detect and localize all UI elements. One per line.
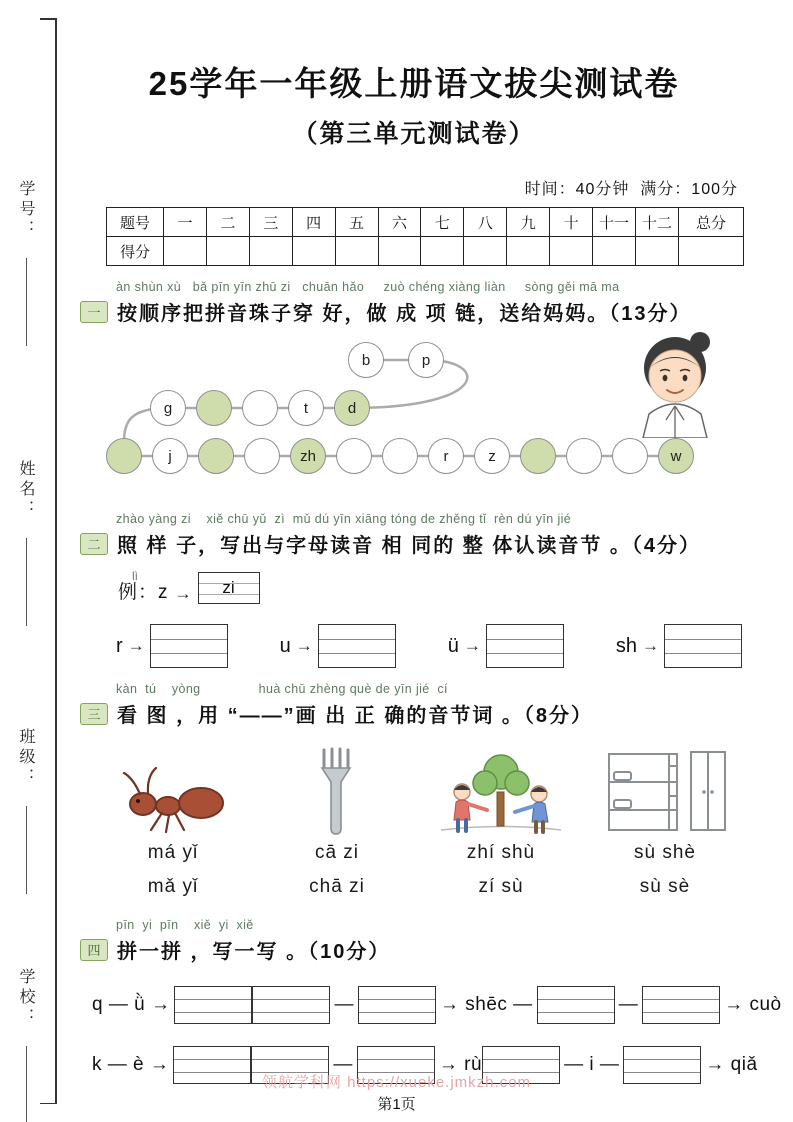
ant-image bbox=[94, 738, 252, 836]
example-answer: zi bbox=[222, 578, 235, 598]
bead-empty[interactable] bbox=[336, 438, 372, 474]
word-choice[interactable]: chā zi bbox=[309, 876, 365, 898]
student-id-blank-line[interactable] bbox=[26, 258, 27, 346]
q2-number-badge: 二 bbox=[80, 533, 108, 555]
class-label: 班级： bbox=[17, 728, 34, 788]
q2-pinyin: zhào yàng zi xiě chū yǔ zì mǔ dú yīn xiāng tóng de zhěng tǐ rèn dú yīn jié bbox=[116, 512, 572, 526]
q4-given: c — bbox=[497, 994, 533, 1016]
mother-illustration bbox=[622, 328, 728, 438]
example-answer-box bbox=[198, 572, 260, 604]
header-cell: 十一 bbox=[593, 208, 636, 237]
q2-example bbox=[118, 570, 748, 604]
pinyin-writing-grid[interactable] bbox=[318, 624, 396, 668]
bead-b: b bbox=[348, 342, 384, 378]
pinyin-writing-grid[interactable] bbox=[252, 986, 330, 1024]
question-3 bbox=[80, 682, 748, 904]
header-cell: 九 bbox=[507, 208, 550, 237]
arrow-icon: → bbox=[127, 636, 145, 656]
bead-z: z bbox=[474, 438, 510, 474]
header-cell: 三 bbox=[249, 208, 292, 237]
q2-item-sh bbox=[616, 624, 742, 668]
arrow-icon: → bbox=[174, 584, 192, 604]
bead-empty[interactable] bbox=[382, 438, 418, 474]
q4-separator: — bbox=[334, 994, 354, 1016]
q1-text: 按顺序把拼音珠子穿 好，做 成 项 链，送给妈妈。（13分） bbox=[117, 303, 692, 325]
score-input-cell[interactable] bbox=[421, 237, 464, 266]
bead-w: w bbox=[658, 438, 694, 474]
header-cell: 一 bbox=[164, 208, 207, 237]
score-table bbox=[106, 207, 744, 266]
q4-result: → rù bbox=[438, 1054, 483, 1076]
header-cell: 六 bbox=[378, 208, 421, 237]
example-pinyin: lì bbox=[132, 569, 138, 583]
q3-item-fork bbox=[258, 738, 416, 904]
bead-t: t bbox=[288, 390, 324, 426]
bead-empty[interactable] bbox=[244, 438, 280, 474]
student-name-blank-line[interactable] bbox=[26, 538, 27, 626]
q1-number-badge: 一 bbox=[80, 301, 108, 323]
word-choice[interactable]: sù sè bbox=[639, 876, 691, 898]
student-name-label: 姓名： bbox=[17, 460, 34, 520]
header-cell: 四 bbox=[292, 208, 335, 237]
word-choice[interactable]: zí sù bbox=[478, 876, 524, 898]
q4-text: 拼一拼 ，写一写 。（10分） bbox=[117, 941, 391, 964]
class-blank-line[interactable] bbox=[26, 806, 27, 894]
q3-items bbox=[94, 738, 744, 904]
bead-empty[interactable] bbox=[198, 438, 234, 474]
arrow-icon: → bbox=[463, 636, 481, 656]
question-1 bbox=[80, 280, 748, 498]
q2-item-v bbox=[448, 624, 564, 668]
pinyin-writing-grid[interactable] bbox=[642, 986, 720, 1024]
fork-image bbox=[258, 738, 416, 836]
bead-empty[interactable] bbox=[106, 438, 142, 474]
q2-item-label: ü bbox=[447, 634, 459, 657]
q3-item-tree-planting bbox=[422, 738, 580, 904]
question-4 bbox=[80, 918, 782, 1084]
score-input-cell[interactable] bbox=[206, 237, 249, 266]
q4-blend-item bbox=[92, 986, 252, 1024]
bead-j: j bbox=[152, 438, 188, 474]
score-table-header-row bbox=[107, 208, 744, 237]
page-number: 第1页 bbox=[377, 1096, 416, 1113]
arrow-icon: → bbox=[642, 636, 659, 656]
header-cell: 七 bbox=[421, 208, 464, 237]
score-row-label: 得分 bbox=[107, 237, 164, 266]
score-table-score-row bbox=[107, 237, 744, 266]
pinyin-writing-grid[interactable] bbox=[664, 624, 742, 668]
pinyin-bead-necklace bbox=[98, 334, 748, 498]
bead-empty[interactable] bbox=[520, 438, 556, 474]
q4-separator: — bbox=[333, 1054, 353, 1076]
score-input-cell[interactable] bbox=[378, 237, 421, 266]
pinyin-writing-grid[interactable] bbox=[486, 624, 564, 668]
page-subtitle: （第三单元测试卷） bbox=[292, 120, 536, 148]
bead-d: d bbox=[334, 390, 370, 426]
q2-item-r bbox=[116, 624, 228, 668]
word-choice[interactable]: sù shè bbox=[634, 842, 696, 864]
left-margin-line bbox=[55, 18, 57, 1104]
q4-result: → qiǎ bbox=[705, 1054, 758, 1076]
header-cell: 十二 bbox=[635, 208, 678, 237]
score-input-cell-total[interactable] bbox=[679, 237, 744, 266]
word-choice[interactable]: mǎ yǐ bbox=[147, 876, 199, 898]
header-cell: 二 bbox=[206, 208, 249, 237]
bead-empty[interactable] bbox=[242, 390, 278, 426]
score-input-cell[interactable] bbox=[593, 237, 636, 266]
q2-item-label: u bbox=[279, 634, 291, 657]
q4-given: q — ǜ → bbox=[92, 994, 171, 1016]
q2-text: 照 样 子，写出与字母读音 相 同的 整 体认读音节 。（4分） bbox=[117, 535, 702, 557]
bead-empty[interactable] bbox=[566, 438, 602, 474]
q4-result: → cuò bbox=[724, 994, 782, 1016]
q4-blend-item bbox=[252, 986, 497, 1024]
header-cell-total: 总分 bbox=[679, 208, 744, 237]
question-2 bbox=[80, 512, 748, 668]
bead-p: p bbox=[408, 342, 444, 378]
dormitory-image bbox=[586, 738, 744, 836]
word-choice[interactable]: zhí shù bbox=[466, 842, 536, 864]
tree-planting-image bbox=[422, 738, 580, 836]
score-input-cell[interactable] bbox=[550, 237, 593, 266]
q4-row-1 bbox=[92, 986, 782, 1024]
watermark: 领航学科网 https://xueke.jmkzh.com bbox=[261, 1074, 532, 1091]
school-label: 学校： bbox=[17, 968, 34, 1028]
pinyin-writing-grid[interactable] bbox=[537, 986, 615, 1024]
q4-result: → shē bbox=[439, 994, 498, 1016]
q4-separator: — bbox=[618, 994, 639, 1016]
header-cell: 八 bbox=[464, 208, 507, 237]
header-cell: 题号 bbox=[107, 208, 164, 237]
q2-item-label: r bbox=[116, 634, 123, 657]
q3-pinyin: kàn tú yòng huà chū zhèng què de yīn jié cí bbox=[116, 682, 448, 697]
score-input-cell[interactable] bbox=[164, 237, 207, 266]
bead-r: r bbox=[428, 438, 464, 474]
page-title: 25学年一年级上册语文拔尖测试卷 bbox=[148, 65, 680, 102]
bead-empty[interactable] bbox=[196, 390, 232, 426]
q4-separator: — i — bbox=[564, 1054, 620, 1076]
pinyin-writing-grid[interactable] bbox=[174, 986, 252, 1024]
q2-item-label: sh bbox=[615, 634, 637, 657]
q3-item-dormitory bbox=[586, 738, 744, 904]
score-input-cell[interactable] bbox=[292, 237, 335, 266]
bead-zh: zh bbox=[290, 438, 326, 474]
header-cell: 十 bbox=[550, 208, 593, 237]
bead-g: g bbox=[150, 390, 186, 426]
score-input-cell[interactable] bbox=[635, 237, 678, 266]
q4-given: k — è → bbox=[92, 1054, 170, 1076]
time-score-info: 时间：40分钟 满分：100分 bbox=[524, 181, 738, 198]
q3-item-ant bbox=[94, 738, 252, 904]
q4-blend-item bbox=[497, 986, 781, 1024]
q1-pinyin: àn shùn xù bǎ pīn yīn zhū zi chuān hǎo zuò chéng xiàng liàn sòng gěi mā ma bbox=[116, 280, 620, 294]
score-input-cell[interactable] bbox=[249, 237, 292, 266]
q2-items bbox=[116, 624, 742, 668]
score-input-cell[interactable] bbox=[464, 237, 507, 266]
bead-empty[interactable] bbox=[612, 438, 648, 474]
q3-number-badge: 三 bbox=[80, 703, 108, 725]
header-cell: 五 bbox=[335, 208, 378, 237]
arrow-icon: → bbox=[295, 636, 313, 656]
margin-tick-top bbox=[40, 18, 56, 20]
pinyin-writing-grid[interactable] bbox=[358, 986, 436, 1024]
student-id-label: 学号： bbox=[17, 180, 34, 240]
q4-pinyin: pīn yi pīn xiě yi xiě bbox=[116, 918, 254, 933]
score-input-cell[interactable] bbox=[335, 237, 378, 266]
example-label: 例：z bbox=[118, 582, 169, 604]
q3-text: 看 图 ，用 “——”画 出 正 确的音节词 。（8分） bbox=[117, 705, 594, 728]
word-choice[interactable]: má yǐ bbox=[147, 842, 199, 864]
score-input-cell[interactable] bbox=[507, 237, 550, 266]
q4-number-badge: 四 bbox=[80, 939, 108, 961]
word-choice[interactable]: cā zi bbox=[314, 842, 360, 864]
pinyin-writing-grid[interactable] bbox=[150, 624, 228, 668]
q2-item-u bbox=[280, 624, 396, 668]
